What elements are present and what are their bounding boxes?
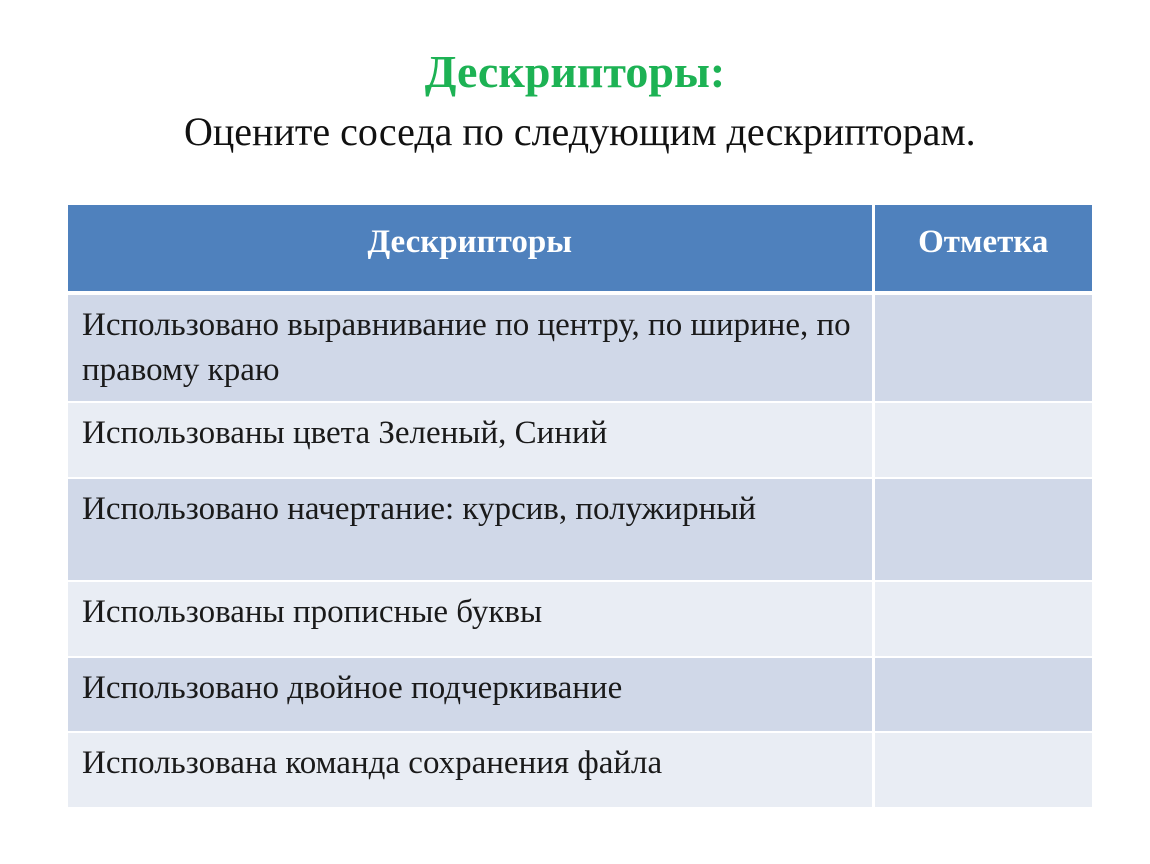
table-header-row bbox=[68, 205, 1092, 293]
table-row bbox=[68, 293, 1092, 402]
slide-subtitle: Оцените соседа по следующим дескрипторам. bbox=[184, 109, 976, 154]
header-descriptors: Дескрипторы bbox=[68, 205, 873, 293]
header-mark: Отметка bbox=[873, 205, 1092, 293]
mark-cell[interactable] bbox=[873, 732, 1092, 808]
mark-cell[interactable] bbox=[873, 402, 1092, 478]
mark-cell[interactable] bbox=[873, 657, 1092, 732]
descriptor-cell: Использовано выравнивание по центру, по ширине, по правому краю bbox=[68, 293, 873, 402]
table-row bbox=[68, 581, 1092, 657]
descriptor-cell: Использовано начертание: курсив, полужирный bbox=[68, 478, 873, 581]
table-row bbox=[68, 402, 1092, 478]
descriptor-cell: Использовано двойное подчеркивание bbox=[68, 657, 873, 732]
descriptor-cell: Использованы цвета Зеленый, Синий bbox=[68, 402, 873, 478]
mark-cell[interactable] bbox=[873, 478, 1092, 581]
mark-cell[interactable] bbox=[873, 581, 1092, 657]
slide-title: Дескрипторы: bbox=[424, 46, 726, 97]
descriptors-table bbox=[68, 205, 1092, 809]
table-row bbox=[68, 732, 1092, 808]
mark-cell[interactable] bbox=[873, 293, 1092, 402]
table-row bbox=[68, 478, 1092, 581]
table-row bbox=[68, 657, 1092, 732]
descriptor-cell: Использована команда сохранения файла bbox=[68, 732, 873, 808]
descriptor-cell: Использованы прописные буквы bbox=[68, 581, 873, 657]
